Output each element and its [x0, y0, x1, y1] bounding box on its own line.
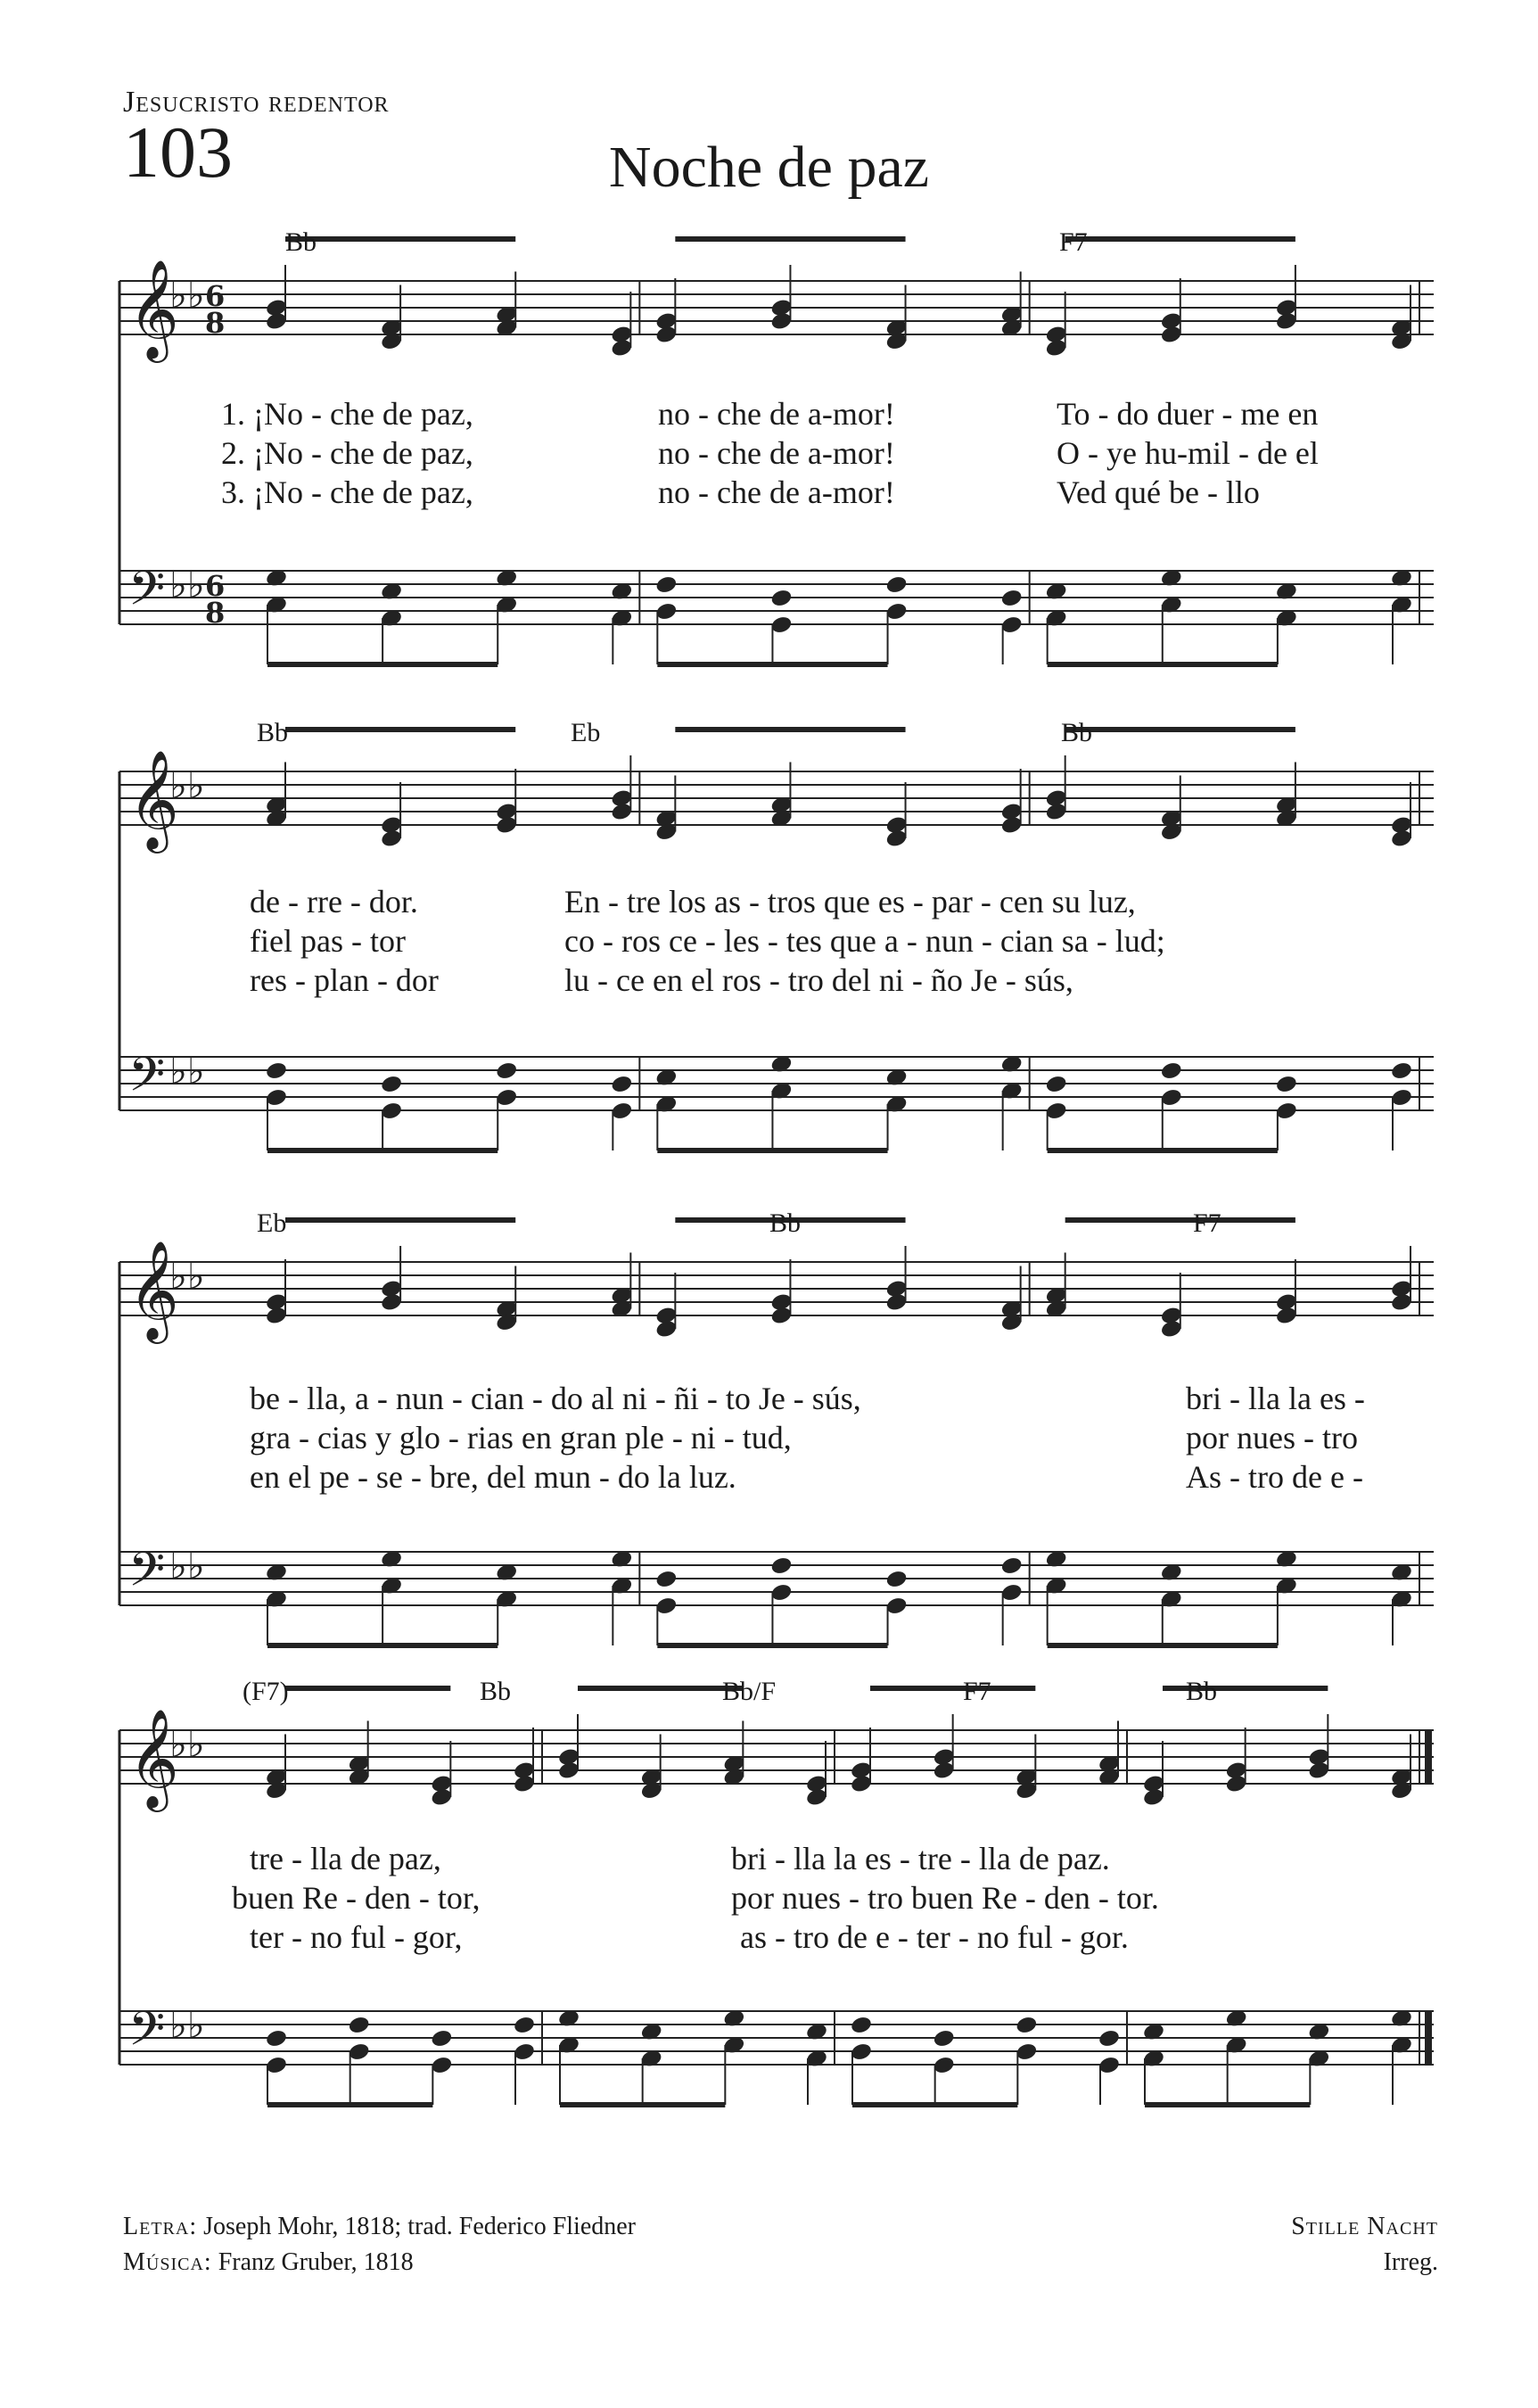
- key-signature: ♭♭: [169, 273, 205, 317]
- lyric-verse-1: 1. ¡No - che de paz,: [221, 396, 473, 432]
- lyric-verse-3: res - plan - dor: [250, 962, 439, 998]
- chord-symbol: Bb: [257, 718, 289, 747]
- chord-symbol: Bb: [285, 227, 317, 257]
- lyric-verse-2: fiel pas - tor: [250, 923, 406, 959]
- lyric-verse-3: Ved qué be - llo: [1057, 474, 1260, 510]
- lyric-verse-1: tre - lla de paz,: [250, 1841, 441, 1876]
- time-signature: 8: [205, 596, 226, 630]
- key-signature: ♭♭: [169, 1254, 205, 1298]
- note-head: [769, 588, 793, 608]
- note-head: [430, 2028, 453, 2049]
- note-head: [348, 2015, 371, 2035]
- note-head: [265, 1060, 288, 1081]
- lyric-verse-2: gra - cias y glo - rias en gran ple - ni - tud,: [250, 1420, 792, 1456]
- lyric-verse-2: no - che de a-mor!: [658, 435, 895, 471]
- note-head: [1098, 2028, 1121, 2049]
- note-beam: [657, 1148, 887, 1153]
- chord-symbol: Bb: [769, 1208, 802, 1238]
- tune-block: [1291, 2209, 1438, 2280]
- music-system-4: [116, 1677, 1437, 2140]
- bass-clef: 𝄢: [128, 562, 166, 628]
- lyric-verse-2: O - ye hu-mil - de el: [1057, 435, 1319, 471]
- lyric-verse-3: lu - ce en el ros - tro del ni - ño Je - sús,: [564, 962, 1073, 998]
- note-beam: [267, 662, 498, 667]
- note-head: [1275, 1074, 1298, 1094]
- bass-clef: 𝄢: [128, 1543, 166, 1609]
- key-signature: ♭♭: [169, 2003, 205, 2047]
- note-head: [1015, 2015, 1038, 2035]
- note-head: [380, 1074, 403, 1094]
- lyric-verse-3: en el pe - se - bre, del mun - do la luz.: [250, 1459, 736, 1495]
- note-beam: [285, 236, 515, 242]
- note-head: [495, 1060, 518, 1081]
- note-head: [850, 2015, 873, 2035]
- note-beam: [657, 1643, 887, 1648]
- note-beam: [1065, 727, 1295, 732]
- lyric-verse-3: no - che de a-mor!: [658, 474, 895, 510]
- treble-clef: 𝄞: [128, 1240, 179, 1340]
- note-beam: [870, 1686, 1035, 1691]
- lyric-verse-1: bri - lla la es - tre - lla de paz.: [731, 1841, 1110, 1876]
- lyric-verse-2: por nues - tro: [1186, 1420, 1358, 1456]
- lyric-verse-1: To - do duer - me en: [1057, 396, 1319, 432]
- note-beam: [285, 1217, 515, 1223]
- note-beam: [1065, 236, 1295, 242]
- note-head: [933, 2028, 956, 2049]
- lyric-verse-2: buen Re - den - tor,: [232, 1880, 481, 1916]
- treble-clef: 𝄞: [128, 1708, 179, 1808]
- key-signature: ♭♭: [169, 563, 205, 606]
- key-signature: ♭♭: [169, 1722, 205, 1766]
- music-system-3: [116, 1208, 1437, 1672]
- lyric-verse-2: 2. ¡No - che de paz,: [221, 435, 473, 471]
- time-signature: 6: [205, 279, 226, 313]
- lyric-verse-1: En - tre los as - tros que es - par - cen su luz,: [564, 884, 1136, 919]
- treble-clef: 𝄞: [128, 259, 179, 359]
- note-head: [1000, 588, 1024, 608]
- final-barline: [1425, 2011, 1432, 2065]
- key-signature: ♭♭: [169, 763, 205, 807]
- note-beam: [852, 2102, 1017, 2107]
- note-head: [513, 2015, 536, 2035]
- chord-symbol: Bb: [1061, 718, 1093, 747]
- note-beam: [1145, 2102, 1310, 2107]
- key-signature: ♭♭: [169, 1049, 205, 1093]
- note-beam: [1048, 662, 1278, 667]
- note-head: [654, 1569, 678, 1589]
- chord-symbol: Bb: [1186, 1677, 1218, 1706]
- note-beam: [675, 236, 905, 242]
- musica-label: Música:: [123, 2248, 212, 2276]
- chord-symbol: F7: [1193, 1208, 1221, 1238]
- bass-clef: 𝄢: [128, 2002, 166, 2068]
- note-beam: [285, 727, 515, 732]
- lyric-verse-1: be - lla, a - nun - cian - do al ni - ñi - to Je - sús,: [250, 1381, 861, 1416]
- time-signature: 8: [205, 306, 226, 340]
- hymn-title: Noche de paz: [608, 135, 930, 200]
- lyric-verse-1: de - rre - dor.: [250, 884, 418, 919]
- note-head: [265, 2028, 288, 2049]
- meter: Irreg.: [1383, 2248, 1438, 2276]
- note-beam: [267, 1643, 498, 1648]
- time-signature: 6: [205, 569, 226, 603]
- final-barline: [1425, 1730, 1432, 1784]
- lyric-verse-3: 3. ¡No - che de paz,: [221, 474, 473, 510]
- note-beam: [578, 1686, 743, 1691]
- letra-label: Letra:: [123, 2213, 198, 2240]
- lyric-verse-3: As - tro de e -: [1186, 1459, 1363, 1495]
- note-beam: [657, 662, 887, 667]
- lyric-verse-1: no - che de a-mor!: [658, 396, 895, 432]
- chord-symbol: F7: [963, 1677, 991, 1706]
- note-beam: [1048, 1643, 1278, 1648]
- chord-symbol: (F7): [243, 1677, 289, 1706]
- note-head: [884, 574, 908, 595]
- music-system-1: [116, 227, 1437, 691]
- music-credit: [123, 2245, 636, 2280]
- key-signature: ♭♭: [169, 1544, 205, 1587]
- lyrics-credit: [123, 2209, 636, 2245]
- note-head: [884, 1569, 908, 1589]
- music-system-2: [116, 718, 1437, 1182]
- treble-clef: 𝄞: [128, 749, 179, 849]
- hymn-number: 103: [123, 111, 233, 193]
- note-beam: [560, 2102, 725, 2107]
- chord-symbol: Bb: [480, 1677, 512, 1706]
- lyric-verse-2: co - ros ce - les - tes que a - nun - cian sa - lud;: [564, 923, 1165, 959]
- credits-block: [123, 2209, 636, 2280]
- note-head: [654, 574, 678, 595]
- note-head: [1160, 1060, 1183, 1081]
- lyric-verse-2: por nues - tro buen Re - den - tor.: [731, 1880, 1159, 1916]
- note-beam: [285, 1686, 450, 1691]
- chord-symbol: Eb: [571, 718, 601, 747]
- section-heading: Jesucristo redentor: [123, 86, 390, 119]
- note-beam: [1048, 1148, 1278, 1153]
- note-head: [1390, 1060, 1413, 1081]
- lyric-verse-3: as - tro de e - ter - no ful - gor.: [740, 1919, 1129, 1955]
- chord-symbol: F7: [1059, 227, 1088, 257]
- note-beam: [675, 727, 905, 732]
- chord-symbol: Eb: [257, 1208, 287, 1238]
- note-head: [769, 1555, 793, 1576]
- lyric-verse-3: ter - no ful - gor,: [250, 1919, 463, 1955]
- note-head: [610, 1074, 633, 1094]
- tune-name: Stille Nacht: [1291, 2213, 1438, 2240]
- lyric-verse-1: bri - lla la es -: [1186, 1381, 1365, 1416]
- note-beam: [267, 1148, 498, 1153]
- letra-text: Joseph Mohr, 1818; trad. Federico Fliedner: [203, 2213, 637, 2240]
- musica-text: Franz Gruber, 1818: [218, 2248, 414, 2276]
- note-head: [1045, 1074, 1068, 1094]
- note-beam: [1065, 1217, 1295, 1223]
- note-beam: [267, 2102, 432, 2107]
- bass-clef: 𝄢: [128, 1048, 166, 1114]
- note-head: [1000, 1555, 1024, 1576]
- chord-symbol: Bb/F: [722, 1677, 777, 1706]
